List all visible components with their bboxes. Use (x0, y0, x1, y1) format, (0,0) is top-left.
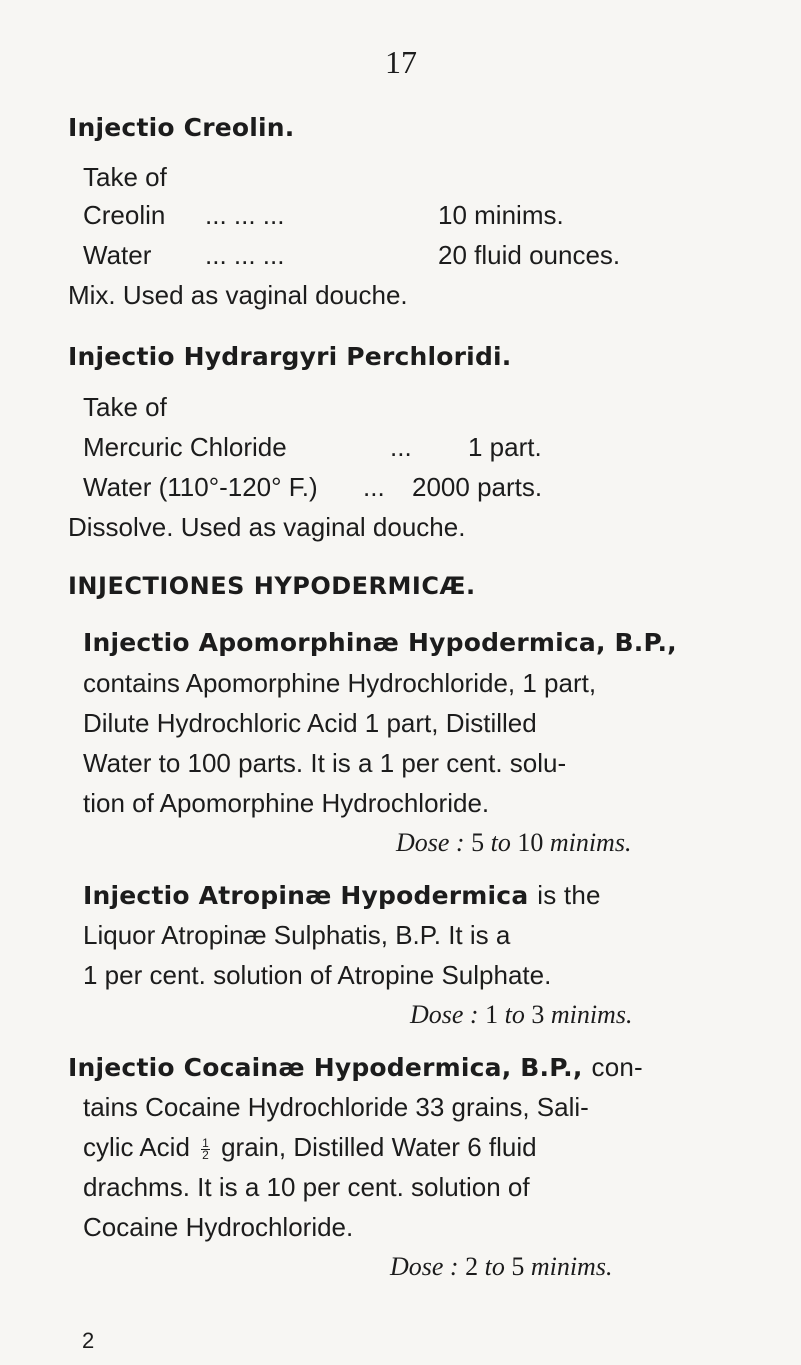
signature-mark: 2 (82, 1328, 95, 1353)
page-number: 17 (385, 44, 417, 80)
entry-title-atropinae (83, 880, 601, 911)
ingredient-quantity: 20 fluid ounces. (438, 240, 621, 270)
fraction-denominator: 2 (202, 1147, 209, 1162)
entry-title-continuation: is the (537, 880, 601, 910)
dose-from: 1 (485, 1000, 499, 1029)
dose-from: 2 (465, 1252, 479, 1281)
entry-text-line: tains Cocaine Hydrochloride 33 grains, Sali- (83, 1092, 589, 1122)
leader-dots: ... ... ... (205, 240, 285, 270)
dose-line (410, 1000, 632, 1030)
dose-line (390, 1252, 612, 1282)
ingredient-name: Water (110°-120° F.) (83, 472, 318, 502)
take-of-text: Take of (83, 162, 167, 192)
dose-unit: minims. (549, 828, 632, 857)
leader-dots: ... (363, 472, 385, 502)
heading-injectio-creolin: Injectio Creolin. (68, 113, 295, 142)
dose-upper: 3 (531, 1000, 545, 1029)
entry-text-line: Liquor Atropinæ Sulphatis, B.P. It is a (83, 920, 511, 950)
ingredient-quantity: 10 minims. (438, 200, 564, 230)
usage-text: Dissolve. Used as vaginal douche. (68, 512, 466, 542)
text-fragment: grain, Distilled Water 6 fluid (221, 1132, 537, 1162)
leader-dots: ... ... ... (205, 200, 285, 230)
ingredient-quantity: 1 part. (468, 432, 542, 462)
entry-text-line: 1 per cent. solution of Atropine Sulphate. (83, 960, 552, 990)
dose-line (396, 828, 631, 858)
leader-dots: ... (390, 432, 412, 462)
dose-label: Dose : (410, 1000, 479, 1029)
dose-to: to (490, 828, 511, 857)
entry-text-line: drachms. It is a 10 per cent. solution of (83, 1172, 530, 1202)
usage-text: Mix. Used as vaginal douche. (68, 280, 408, 310)
dose-upper: 10 (517, 828, 544, 857)
fraction-one-half (201, 1135, 210, 1162)
entry-title-continuation: con- (591, 1052, 643, 1082)
dose-unit: minims. (550, 1000, 633, 1029)
entry-text-line: Water to 100 parts. It is a 1 per cent. solu- (83, 748, 567, 778)
heading-injectiones-hypodermicae: INJECTIONES HYPODERMICÆ. (68, 572, 476, 600)
entry-text-line: contains Apomorphine Hydrochloride, 1 part, (83, 668, 597, 698)
entry-title-cocainae (68, 1052, 643, 1083)
dose-upper: 5 (511, 1252, 525, 1281)
dose-label: Dose : (396, 828, 465, 857)
text-fragment: cylic Acid (83, 1132, 190, 1162)
entry-title-apomorphinae: Injectio Apomorphinæ Hypodermica, B.P., (83, 628, 677, 657)
take-of-text: Take of (83, 392, 167, 422)
ingredient-quantity: 2000 parts. (412, 472, 543, 502)
dose-to: to (504, 1000, 525, 1029)
dose-unit: minims. (530, 1252, 613, 1281)
entry-title-bold: Injectio Atropinæ Hypodermica (83, 881, 529, 910)
entry-text-line (83, 1132, 537, 1163)
fraction-numerator: 1 (202, 1135, 209, 1150)
entry-text-line: Dilute Hydrochloric Acid 1 part, Distilled (83, 708, 537, 738)
entry-text-line: Cocaine Hydrochloride. (83, 1212, 354, 1242)
entry-title-bold: Injectio Cocainæ Hypodermica, B.P., (68, 1053, 583, 1082)
dose-label: Dose : (390, 1252, 459, 1281)
ingredient-name: Mercuric Chloride (83, 432, 287, 462)
dose-to: to (484, 1252, 505, 1281)
heading-injectio-hydrargyri: Injectio Hydrargyri Perchloridi. (68, 342, 512, 371)
dose-from: 5 (471, 828, 485, 857)
ingredient-name: Creolin (83, 200, 166, 230)
ingredient-name: Water (83, 240, 152, 270)
entry-text-line: tion of Apomorphine Hydrochloride. (83, 788, 490, 818)
